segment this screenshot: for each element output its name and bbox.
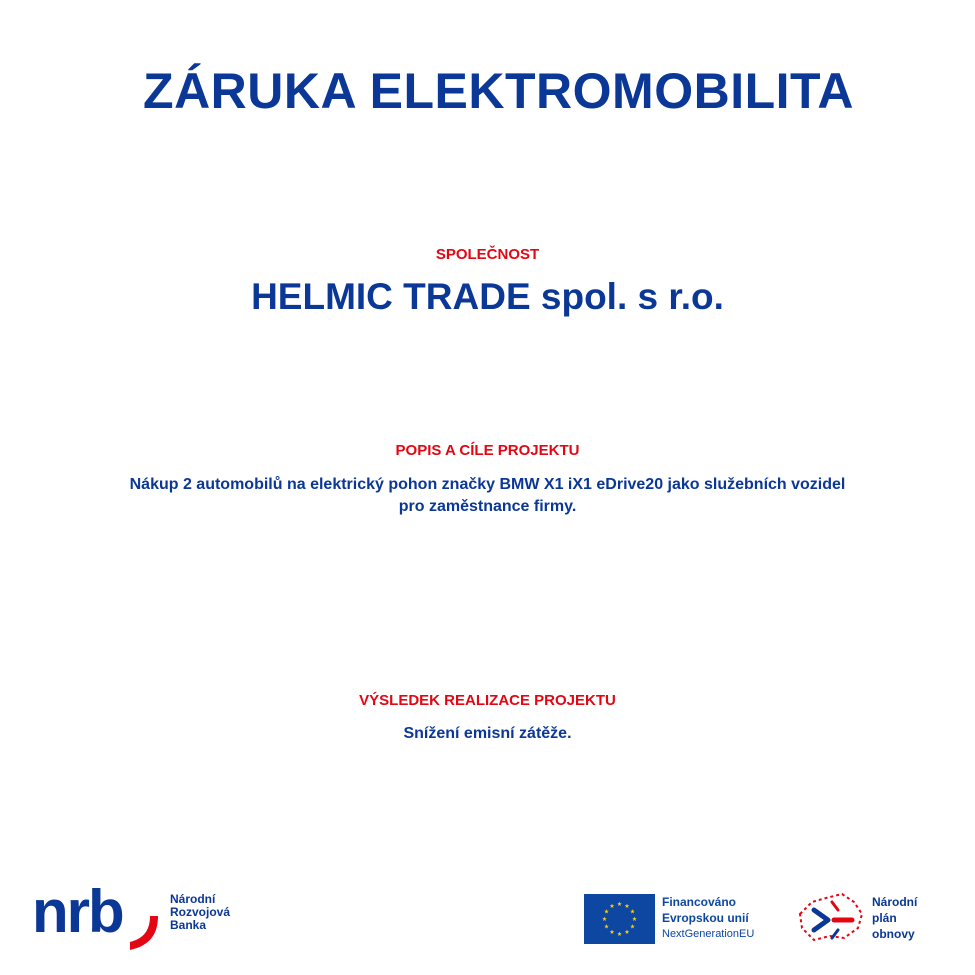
nrb-swoosh-icon — [130, 916, 158, 950]
project-description — [0, 474, 975, 518]
nrb-logo-mark: nrb — [32, 878, 123, 945]
project-label: POPIS A CÍLE PROJEKTU — [395, 442, 580, 459]
page-title: ZÁRUKA ELEKTROMOBILITA — [143, 63, 854, 119]
project-description-line: pro zaměstnance firmy. — [398, 498, 577, 515]
npo-logo-icon — [792, 888, 868, 950]
company-label: SPOLEČNOST — [435, 246, 540, 263]
eu-funding-line: Evropskou unií — [662, 911, 749, 925]
npo-logo-text — [872, 894, 917, 942]
npo-logo-line: Národní — [872, 895, 918, 909]
project-section — [0, 442, 975, 518]
nrb-logo-line: Banka — [170, 918, 207, 932]
company-section — [0, 246, 975, 318]
eu-funding-logo — [584, 894, 774, 946]
eu-flag-icon — [584, 894, 655, 944]
npo-logo-line: plán — [872, 911, 897, 925]
project-description-line: Nákup 2 automobilů na elektrický pohon značky BMW X1 iX1 eDrive20 jako služebních vozidel — [129, 476, 846, 493]
result-label: VÝSLEDEK REALIZACE PROJEKTU — [359, 692, 616, 709]
company-name: HELMIC TRADE spol. s r.o. — [251, 276, 724, 317]
eu-funding-line: Financováno — [662, 895, 737, 909]
nrb-logo-line: Národní — [170, 892, 216, 906]
nrb-logo-line: Rozvojová — [170, 905, 231, 919]
eu-funding-line: NextGenerationEU — [662, 928, 755, 940]
eu-funding-text — [662, 894, 754, 942]
nrb-logo-text — [170, 893, 230, 932]
result-text: Snížení emisní zátěže. — [403, 725, 572, 742]
result-section — [0, 692, 975, 745]
npo-logo-line: obnovy — [872, 927, 915, 941]
